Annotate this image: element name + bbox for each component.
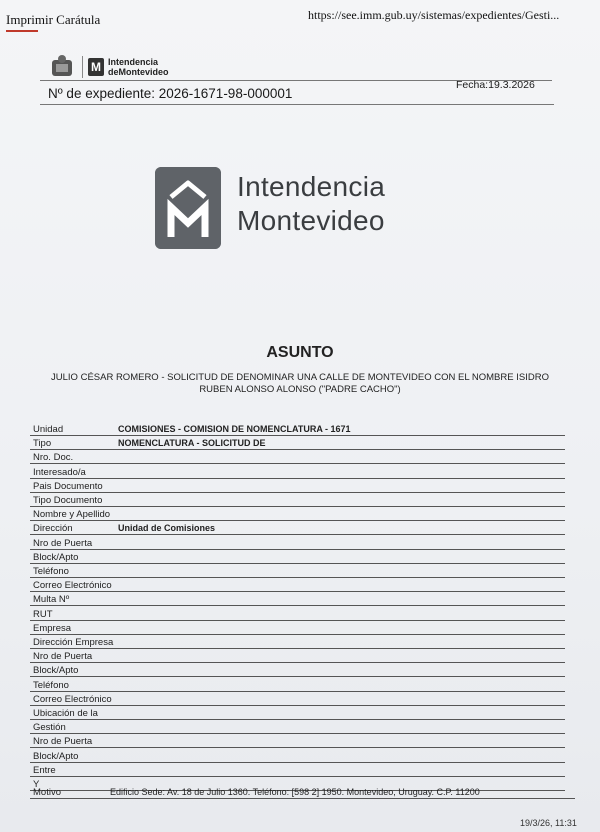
form-row <box>30 606 565 621</box>
form-label: Pais Documento <box>33 480 103 492</box>
form-row <box>30 748 565 763</box>
brand-name-small: Intendencia deMontevideo <box>108 57 169 77</box>
footer-row <box>30 784 575 798</box>
form-label: Tipo Documento <box>33 495 103 506</box>
form-row <box>30 492 565 507</box>
form-label: Block/Apto <box>33 665 79 677</box>
header-divider <box>82 56 83 78</box>
form-row <box>30 563 565 578</box>
imm-logo-icon <box>155 167 221 249</box>
form-label: Nombre y Apellido <box>33 509 111 521</box>
form-row <box>30 705 565 720</box>
print-label[interactable]: Imprimir Carátula <box>6 12 101 27</box>
form-row <box>30 478 565 493</box>
form-row <box>30 449 565 464</box>
form-row <box>30 535 565 550</box>
form-row <box>30 691 565 706</box>
form-label: Nro de Puerta <box>33 736 93 748</box>
form-row <box>30 421 565 436</box>
footer-rule <box>30 798 575 799</box>
form-row <box>30 648 565 663</box>
form-row <box>30 620 565 635</box>
form-row <box>30 464 565 479</box>
form-row <box>30 762 565 777</box>
expediente-number: Nº de expediente: 2026-1671-98-000001 <box>48 86 293 101</box>
form-label: Teléfono <box>33 566 69 577</box>
footer-address: Edificio Sede: Av. 18 de Julio 1360. Teléfono: [598 2] 1950. Montevideo, Uruguay. C.P. 11200 <box>110 787 480 797</box>
form-label: Teléfono <box>33 679 69 691</box>
form-row <box>30 591 565 606</box>
form-value: NOMENCLATURA - SOLICITUD DE <box>118 438 266 449</box>
form-row <box>30 677 565 692</box>
form-label: Interesado/a <box>33 466 86 478</box>
page-url: https://see.imm.gub.uy/sistemas/expedientes/Gesti... <box>308 8 560 22</box>
form-label: Entre <box>33 764 56 776</box>
asunto-description: JULIO CÉSAR ROMERO - SOLICITUD DE DENOMINAR UNA CALLE DE MONTEVIDEO CON EL NOMBRE ISIDRO RUBEN ALONSO ALONSO ("PADRE CACHO") <box>51 372 549 395</box>
form-row <box>30 549 565 564</box>
form-label: Dirección <box>33 523 73 535</box>
form-label: Multa Nº <box>33 594 70 606</box>
header-rule-bottom <box>40 104 554 105</box>
form-label: Ubicación de la <box>33 708 98 719</box>
form-label: Nro de Puerta <box>33 651 93 663</box>
form-label: Y <box>33 779 40 790</box>
form-label: Block/Apto <box>33 551 79 563</box>
asunto-title: ASUNTO <box>266 344 334 361</box>
form-label: Dirección Empresa <box>33 637 114 648</box>
print-timestamp: 19/3/26, 11:31 <box>520 818 577 828</box>
form-row <box>30 435 565 450</box>
form-label: Block/Apto <box>33 750 79 762</box>
brand-name: Intendencia Montevideo <box>237 171 386 236</box>
form-label: Tipo <box>33 438 52 450</box>
form-row <box>30 520 565 535</box>
form-label: Unidad <box>33 424 64 435</box>
form-label: Correo Electrónico <box>33 693 112 705</box>
imm-logo-small-icon: M <box>88 58 104 76</box>
form-row <box>30 634 565 649</box>
form-row <box>30 506 565 521</box>
form-label: Correo Electrónico <box>33 580 112 592</box>
form-label: Nro de Puerta <box>33 537 93 549</box>
form-row <box>30 719 565 734</box>
form-value: COMISIONES - COMISION DE NOMENCLATURA - 1671 <box>118 424 351 434</box>
form-label: Nro. Doc. <box>33 452 74 464</box>
form-label: Empresa <box>33 622 72 634</box>
footer-label: Motivo <box>33 787 61 798</box>
print-label-underline <box>6 30 38 32</box>
form-row <box>30 577 565 592</box>
form-label: Gestión <box>33 722 66 734</box>
city-crest-icon <box>48 54 76 80</box>
form-row <box>30 662 565 677</box>
form-value: Unidad de Comisiones <box>118 523 216 534</box>
form-label: RUT <box>33 608 53 620</box>
form-row <box>30 733 565 748</box>
date-label: Fecha:19.3.2026 <box>456 79 535 91</box>
